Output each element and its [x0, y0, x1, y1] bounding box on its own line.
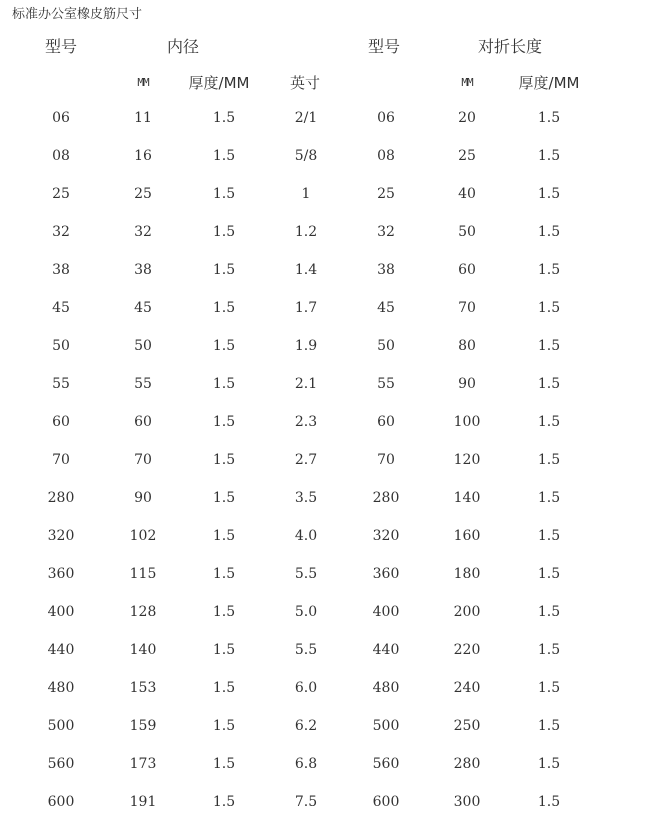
cell-folded-mm: 70: [458, 300, 476, 316]
cell-thickness-right: 1.5: [537, 756, 561, 772]
cell-thickness-right: 1.5: [537, 338, 561, 354]
cell-model-left: 500: [47, 718, 75, 734]
cell-folded-mm: 180: [453, 566, 481, 582]
cell-inch: 3.5: [294, 490, 318, 506]
cell-thickness-left: 1.5: [212, 262, 236, 278]
cell-model-right: 600: [372, 794, 400, 810]
cell-inch: 1.7: [294, 300, 318, 316]
cell-thickness-left: 1.5: [212, 756, 236, 772]
cell-model-left: 280: [47, 490, 75, 506]
subheader-thickness-left: 厚度/MM: [188, 74, 250, 92]
cell-model-right: 360: [372, 566, 400, 582]
cell-thickness-left: 1.5: [212, 224, 236, 240]
cell-model-right: 70: [377, 452, 395, 468]
cell-thickness-left: 1.5: [212, 528, 236, 544]
cell-inch: 5.5: [294, 642, 318, 658]
cell-thickness-left: 1.5: [212, 566, 236, 582]
cell-thickness-left: 1.5: [212, 794, 236, 810]
cell-inch: 1: [301, 186, 311, 202]
cell-inner-mm: 70: [134, 452, 152, 468]
cell-thickness-right: 1.5: [537, 110, 561, 126]
header-model-right: 型号: [367, 37, 401, 56]
header-folded-length: 对折长度: [477, 37, 543, 56]
cell-thickness-right: 1.5: [537, 414, 561, 430]
cell-model-left: 400: [47, 604, 75, 620]
cell-folded-mm: 280: [453, 756, 481, 772]
cell-folded-mm: 25: [458, 148, 476, 164]
cell-folded-mm: 140: [453, 490, 481, 506]
cell-folded-mm: 60: [458, 262, 476, 278]
cell-inner-mm: 45: [134, 300, 152, 316]
cell-thickness-right: 1.5: [537, 718, 561, 734]
cell-inner-mm: 191: [129, 794, 157, 810]
cell-thickness-right: 1.5: [537, 528, 561, 544]
cell-inner-mm: 32: [134, 224, 152, 240]
cell-model-left: 320: [47, 528, 75, 544]
cell-inner-mm: 128: [129, 604, 157, 620]
cell-inch: 2.7: [294, 452, 318, 468]
cell-inner-mm: 159: [129, 718, 157, 734]
subheader-mm-right: MM: [461, 76, 473, 89]
cell-thickness-left: 1.5: [212, 414, 236, 430]
cell-model-right: 320: [372, 528, 400, 544]
cell-model-left: 38: [52, 262, 70, 278]
cell-inner-mm: 90: [134, 490, 152, 506]
cell-thickness-left: 1.5: [212, 642, 236, 658]
cell-inner-mm: 102: [129, 528, 157, 544]
cell-thickness-right: 1.5: [537, 224, 561, 240]
cell-thickness-left: 1.5: [212, 490, 236, 506]
cell-folded-mm: 80: [458, 338, 476, 354]
cell-inch: 2.1: [294, 376, 318, 392]
cell-inner-mm: 55: [134, 376, 152, 392]
cell-inch: 5.5: [294, 566, 318, 582]
cell-thickness-left: 1.5: [212, 110, 236, 126]
cell-inch: 1.4: [294, 262, 318, 278]
cell-inner-mm: 173: [129, 756, 157, 772]
cell-thickness-left: 1.5: [212, 718, 236, 734]
cell-thickness-right: 1.5: [537, 490, 561, 506]
cell-folded-mm: 120: [453, 452, 481, 468]
cell-thickness-left: 1.5: [212, 148, 236, 164]
header-model-left: 型号: [44, 37, 78, 56]
cell-thickness-right: 1.5: [537, 452, 561, 468]
cell-model-right: 25: [377, 186, 395, 202]
cell-inner-mm: 153: [129, 680, 157, 696]
cell-thickness-right: 1.5: [537, 262, 561, 278]
subheader-thickness-right: 厚度/MM: [518, 74, 580, 92]
cell-thickness-right: 1.5: [537, 680, 561, 696]
cell-folded-mm: 200: [453, 604, 481, 620]
cell-model-left: 55: [52, 376, 70, 392]
cell-thickness-right: 1.5: [537, 376, 561, 392]
header-inner-diameter: 内径: [166, 37, 200, 56]
cell-model-right: 08: [377, 148, 395, 164]
cell-folded-mm: 220: [453, 642, 481, 658]
cell-thickness-left: 1.5: [212, 680, 236, 696]
cell-model-left: 06: [52, 110, 70, 126]
cell-inch: 6.0: [294, 680, 318, 696]
cell-inch: 1.9: [294, 338, 318, 354]
cell-inner-mm: 25: [134, 186, 152, 202]
cell-model-right: 38: [377, 262, 395, 278]
cell-model-right: 280: [372, 490, 400, 506]
cell-thickness-right: 1.5: [537, 148, 561, 164]
cell-thickness-left: 1.5: [212, 338, 236, 354]
cell-inner-mm: 11: [134, 110, 152, 126]
cell-inner-mm: 140: [129, 642, 157, 658]
cell-model-right: 60: [377, 414, 395, 430]
cell-inch: 4.0: [294, 528, 318, 544]
cell-model-left: 50: [52, 338, 70, 354]
cell-model-right: 500: [372, 718, 400, 734]
cell-thickness-left: 1.5: [212, 604, 236, 620]
cell-inch: 6.2: [294, 718, 318, 734]
cell-model-right: 55: [377, 376, 395, 392]
subheader-inch: 英寸: [289, 74, 321, 92]
cell-inch: 5.0: [294, 604, 318, 620]
cell-thickness-left: 1.5: [212, 186, 236, 202]
page-title: 标准办公室橡皮筋尺寸: [12, 7, 143, 22]
cell-model-right: 32: [377, 224, 395, 240]
cell-model-right: 50: [377, 338, 395, 354]
cell-model-right: 440: [372, 642, 400, 658]
cell-folded-mm: 90: [458, 376, 476, 392]
cell-thickness-left: 1.5: [212, 452, 236, 468]
cell-model-right: 480: [372, 680, 400, 696]
cell-model-left: 560: [47, 756, 75, 772]
cell-model-left: 440: [47, 642, 75, 658]
cell-inner-mm: 50: [134, 338, 152, 354]
cell-folded-mm: 240: [453, 680, 481, 696]
cell-thickness-left: 1.5: [212, 300, 236, 316]
cell-inch: 2.3: [294, 414, 318, 430]
cell-inch: 6.8: [294, 756, 318, 772]
cell-model-left: 600: [47, 794, 75, 810]
cell-model-left: 08: [52, 148, 70, 164]
cell-folded-mm: 20: [458, 110, 476, 126]
cell-inner-mm: 16: [134, 148, 152, 164]
cell-thickness-right: 1.5: [537, 300, 561, 316]
cell-model-right: 400: [372, 604, 400, 620]
subheader-mm-left: MM: [137, 76, 149, 89]
cell-thickness-right: 1.5: [537, 642, 561, 658]
cell-inner-mm: 60: [134, 414, 152, 430]
cell-model-left: 25: [52, 186, 70, 202]
cell-model-left: 480: [47, 680, 75, 696]
cell-inch: 5/8: [294, 148, 318, 164]
cell-thickness-right: 1.5: [537, 794, 561, 810]
cell-inch: 2/1: [294, 110, 318, 126]
cell-thickness-right: 1.5: [537, 566, 561, 582]
cell-model-left: 360: [47, 566, 75, 582]
cell-folded-mm: 40: [458, 186, 476, 202]
cell-model-right: 06: [377, 110, 395, 126]
cell-thickness-right: 1.5: [537, 186, 561, 202]
cell-model-right: 560: [372, 756, 400, 772]
cell-inch: 1.2: [294, 224, 318, 240]
cell-folded-mm: 50: [458, 224, 476, 240]
cell-inch: 7.5: [294, 794, 318, 810]
cell-model-left: 70: [52, 452, 70, 468]
cell-model-right: 45: [377, 300, 395, 316]
cell-thickness-left: 1.5: [212, 376, 236, 392]
cell-folded-mm: 300: [453, 794, 481, 810]
cell-model-left: 32: [52, 224, 70, 240]
cell-folded-mm: 100: [453, 414, 481, 430]
cell-thickness-right: 1.5: [537, 604, 561, 620]
cell-inner-mm: 115: [129, 566, 157, 582]
cell-folded-mm: 250: [453, 718, 481, 734]
cell-inner-mm: 38: [134, 262, 152, 278]
cell-model-left: 45: [52, 300, 70, 316]
cell-model-left: 60: [52, 414, 70, 430]
cell-folded-mm: 160: [453, 528, 481, 544]
